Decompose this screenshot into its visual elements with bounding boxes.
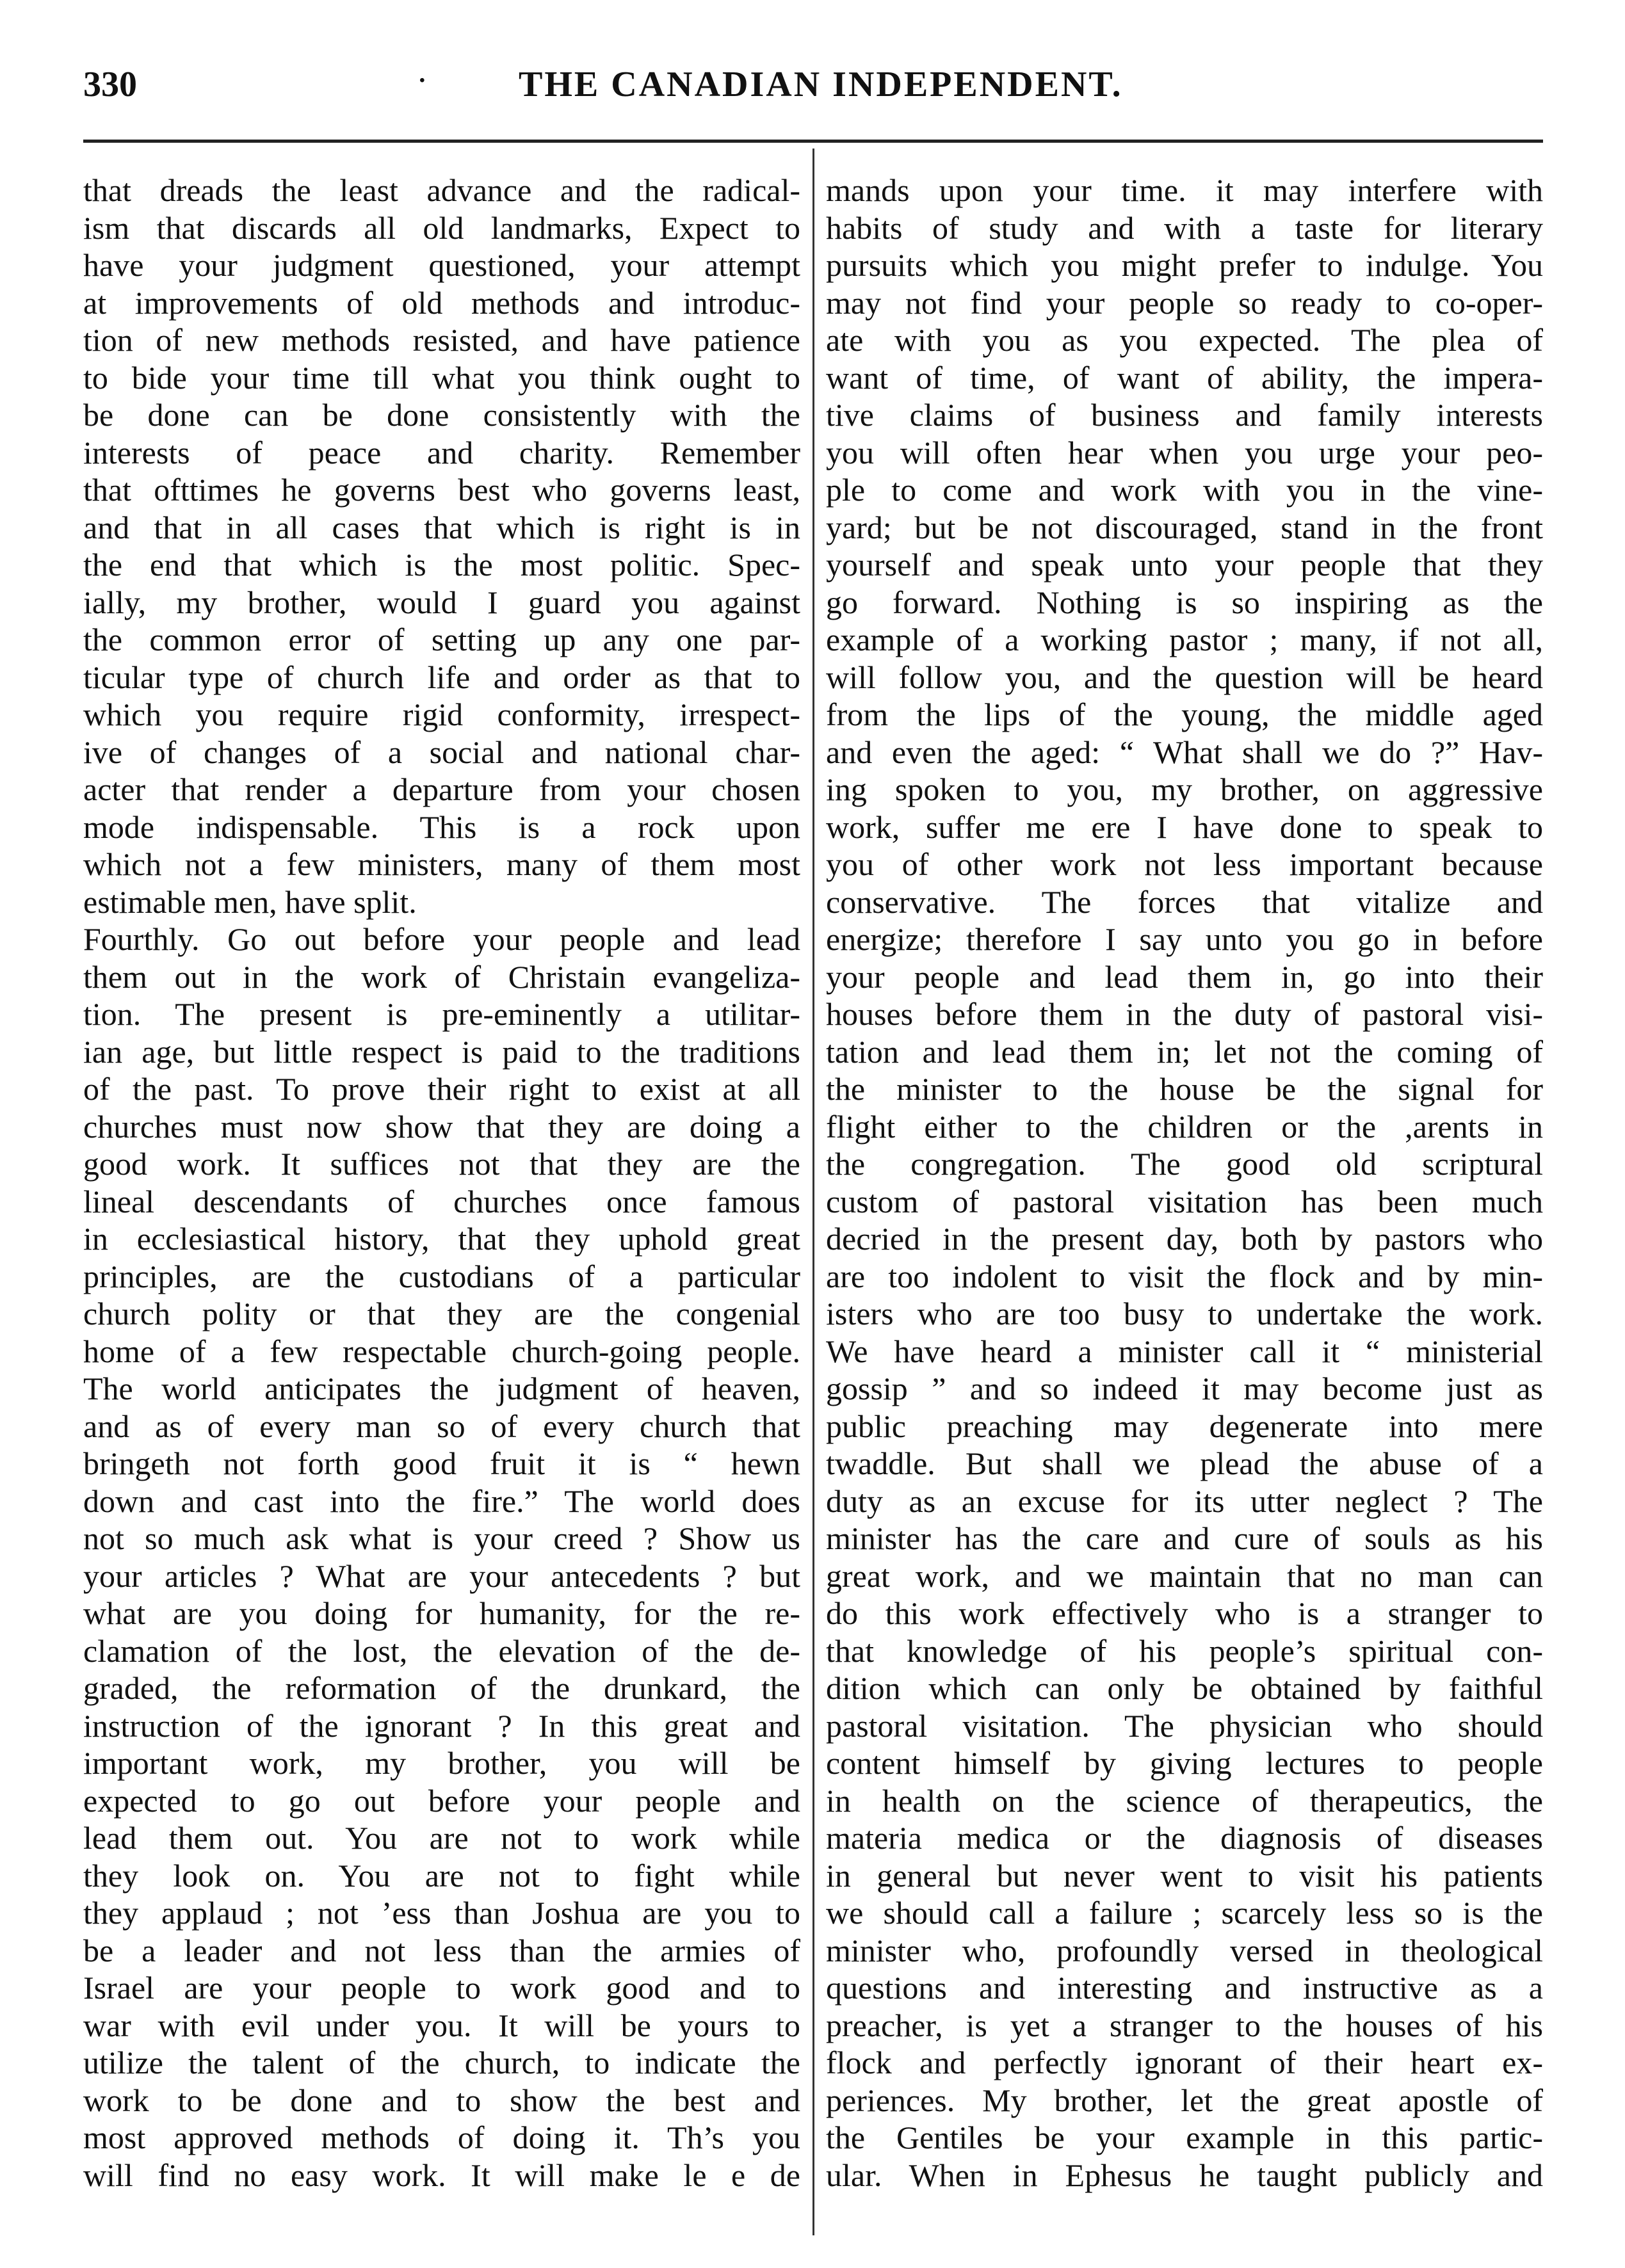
- text-line: decried in the present day, both by pastors who: [826, 1221, 1543, 1257]
- text-line: principles, are the custodians of a particular: [83, 1258, 800, 1294]
- text-line: churches must now show that they are doing a: [83, 1108, 800, 1145]
- text-line: which you require rigid conformity, irrespect-: [83, 696, 800, 732]
- running-title: THE CANADIAN INDEPENDENT.: [519, 65, 1123, 104]
- text-line: not so much ask what is your creed ? Show us: [83, 1520, 800, 1556]
- text-line: utilize the talent of the church, to indicate the: [83, 2045, 800, 2080]
- text-line: down and cast into the fire.” The world does: [83, 1483, 800, 1519]
- text-line: work, suffer me ere I have done to speak to: [826, 808, 1543, 845]
- text-line: preacher, is yet a stranger to the houses of his: [826, 2007, 1543, 2043]
- text-line: the Gentiles be your example in this partic-: [826, 2119, 1543, 2155]
- text-line: flock and perfectly ignorant of their heart ex-: [826, 2045, 1543, 2080]
- text-line: ate with you as you expected. The plea of: [826, 322, 1543, 358]
- text-line: the congregation. The good old scriptural: [826, 1146, 1543, 1182]
- text-line: yard; but be not discouraged, stand in the front: [826, 509, 1543, 545]
- text-line: good work. It suffices not that they are the: [83, 1146, 800, 1182]
- text-line: and that in all cases that which is right is in: [83, 509, 800, 545]
- text-line: acter that render a departure from your chosen: [83, 771, 800, 807]
- text-line: which not a few ministers, many of them most: [83, 846, 800, 882]
- text-line: energize; therefore I say unto you go in before: [826, 921, 1543, 957]
- text-line: in health on the science of therapeutics, the: [826, 1782, 1543, 1819]
- text-line: minister who, profoundly versed in theological: [826, 1932, 1543, 1968]
- text-line: tion. The present is pre-eminently a utilitar-: [83, 996, 800, 1032]
- text-line: from the lips of the young, the middle aged: [826, 696, 1543, 732]
- left-column: [83, 172, 800, 2194]
- text-line: example of a working pastor ; many, if not all,: [826, 622, 1543, 657]
- header-dot: ·: [416, 61, 428, 101]
- text-line: The world anticipates the judgment of heaven,: [83, 1371, 800, 1406]
- text-line: have your judgment questioned, your attempt: [83, 247, 800, 283]
- text-line: ing spoken to you, my brother, on aggressive: [826, 771, 1543, 807]
- text-line: graded, the reformation of the drunkard, the: [83, 1670, 800, 1706]
- text-line: expected to go out before your people and: [83, 1782, 800, 1819]
- text-line: periences. My brother, let the great apostle of: [826, 2082, 1543, 2118]
- text-line: may not find your people so ready to co-oper-: [826, 284, 1543, 321]
- text-line: bringeth not forth good fruit it is “ hewn: [83, 1445, 800, 1481]
- text-line: tive claims of business and family interests: [826, 397, 1543, 433]
- header-rule: [83, 140, 1543, 143]
- text-line: clamation of the lost, the elevation of the de-: [83, 1632, 800, 1669]
- text-line: go forward. Nothing is so inspiring as the: [826, 584, 1543, 620]
- text-line: pastoral visitation. The physician who should: [826, 1707, 1543, 1744]
- text-line: will follow you, and the question will be heard: [826, 659, 1543, 695]
- text-line: Israel are your people to work good and to: [83, 1970, 800, 2006]
- text-line: do this work effectively who is a stranger to: [826, 1595, 1543, 1631]
- text-line: the common error of setting up any one par-: [83, 622, 800, 657]
- text-line: minister has the care and cure of souls as his: [826, 1520, 1543, 1556]
- text-line: materia medica or the diagnosis of diseases: [826, 1820, 1543, 1856]
- page-number: 330: [83, 65, 137, 104]
- text-line: at improvements of old methods and introduc-: [83, 284, 800, 321]
- text-line: ian age, but little respect is paid to the traditions: [83, 1033, 800, 1070]
- text-line: We have heard a minister call it “ ministerial: [826, 1333, 1543, 1369]
- text-line: the minister to the house be the signal for: [826, 1071, 1543, 1107]
- text-line: houses before them in the duty of pastoral visi-: [826, 996, 1543, 1032]
- text-line: want of time, of want of ability, the impera-: [826, 359, 1543, 396]
- text-line: public preaching may degenerate into mere: [826, 1408, 1543, 1444]
- text-line: content himself by giving lectures to people: [826, 1745, 1543, 1781]
- text-line: Fourthly. Go out before your people and lead: [83, 921, 800, 957]
- text-line: questions and interesting and instructive as a: [826, 1970, 1543, 2006]
- text-line: are too indolent to visit the flock and by min-: [826, 1258, 1543, 1294]
- text-line: of the past. To prove their right to exist at all: [83, 1071, 800, 1107]
- text-line: ple to come and work with you in the vine-: [826, 472, 1543, 508]
- text-line: habits of study and with a taste for literary: [826, 209, 1543, 246]
- text-line: ially, my brother, would I guard you against: [83, 584, 800, 620]
- text-line: your articles ? What are your antecedents ? but: [83, 1557, 800, 1594]
- text-line: dition which can only be obtained by faithful: [826, 1670, 1543, 1706]
- text-line: most approved methods of doing it. Th’s you: [83, 2119, 800, 2155]
- text-line: be a leader and not less than the armies of: [83, 1932, 800, 1968]
- text-line: home of a few respectable church-going people.: [83, 1333, 800, 1369]
- text-line: they applaud ; not ’ess than Joshua are you to: [83, 1895, 800, 1931]
- text-line: what are you doing for humanity, for the re-: [83, 1595, 800, 1631]
- text-line: instruction of the ignorant ? In this great and: [83, 1707, 800, 1744]
- text-line: work to be done and to show the best and: [83, 2082, 800, 2118]
- text-line: church polity or that they are the congenial: [83, 1296, 800, 1331]
- text-line: custom of pastoral visitation has been much: [826, 1183, 1543, 1219]
- text-line: that knowledge of his people’s spiritual con-: [826, 1632, 1543, 1669]
- text-line: mands upon your time. it may interfere with: [826, 172, 1543, 208]
- text-line: lead them out. You are not to work while: [83, 1820, 800, 1856]
- text-line: will find no easy work. It will make le e de: [83, 2157, 800, 2193]
- text-line: ular. When in Ephesus he taught publicly and: [826, 2157, 1543, 2193]
- running-header: [83, 38, 1543, 115]
- text-line: and as of every man so of every church that: [83, 1408, 800, 1444]
- column-divider: [812, 149, 814, 2235]
- text-line: great work, and we maintain that no man can: [826, 1557, 1543, 1594]
- text-line: in ecclesiastical history, that they uphold great: [83, 1221, 800, 1257]
- right-column: [826, 172, 1543, 2194]
- text-line: ive of changes of a social and national char-: [83, 734, 800, 770]
- text-line: to bide your time till what you think ought to: [83, 359, 800, 396]
- text-line: conservative. The forces that vitalize and: [826, 883, 1543, 920]
- text-line: in general but never went to visit his patients: [826, 1857, 1543, 1894]
- text-line: yourself and speak unto your people that they: [826, 547, 1543, 583]
- text-line: tation and lead them in; let not the coming of: [826, 1033, 1543, 1070]
- text-line: duty as an excuse for its utter neglect ? The: [826, 1483, 1543, 1519]
- text-line: you will often hear when you urge your peo-: [826, 434, 1543, 470]
- text-line: tion of new methods resisted, and have patience: [83, 322, 800, 358]
- text-line: twaddle. But shall we plead the abuse of a: [826, 1445, 1543, 1481]
- text-line: ism that discards all old landmarks, Expect to: [83, 209, 800, 246]
- text-line: mode indispensable. This is a rock upon: [83, 808, 800, 845]
- text-line: them out in the work of Christain evangeliza-: [83, 958, 800, 995]
- text-line: the end that which is the most politic. Spec-: [83, 547, 800, 583]
- text-line: estimable men, have split.: [83, 883, 417, 920]
- text-line: your people and lead them in, go into their: [826, 958, 1543, 995]
- text-line: we should call a failure ; scarcely less so is the: [826, 1895, 1543, 1931]
- text-line: that ofttimes he governs best who governs least,: [83, 472, 800, 508]
- text-line: and even the aged: “ What shall we do ?” Hav-: [826, 734, 1543, 770]
- text-line: lineal descendants of churches once famous: [83, 1183, 800, 1219]
- text-line: ticular type of church life and order as that to: [83, 659, 800, 695]
- text-line: gossip ” and so indeed it may become just as: [826, 1371, 1543, 1406]
- text-line: pursuits which you might prefer to indulge. You: [826, 247, 1543, 283]
- text-line: you of other work not less important because: [826, 846, 1543, 882]
- text-line: war with evil under you. It will be yours to: [83, 2007, 800, 2043]
- text-line: flight either to the children or the ,arents in: [826, 1108, 1543, 1145]
- text-line: isters who are too busy to undertake the work.: [826, 1296, 1543, 1331]
- text-line: that dreads the least advance and the radical-: [83, 172, 800, 208]
- text-line: important work, my brother, you will be: [83, 1745, 800, 1781]
- text-line: be done can be done consistently with the: [83, 397, 800, 433]
- text-line: interests of peace and charity. Remember: [83, 434, 800, 470]
- text-line: they look on. You are not to fight while: [83, 1857, 800, 1894]
